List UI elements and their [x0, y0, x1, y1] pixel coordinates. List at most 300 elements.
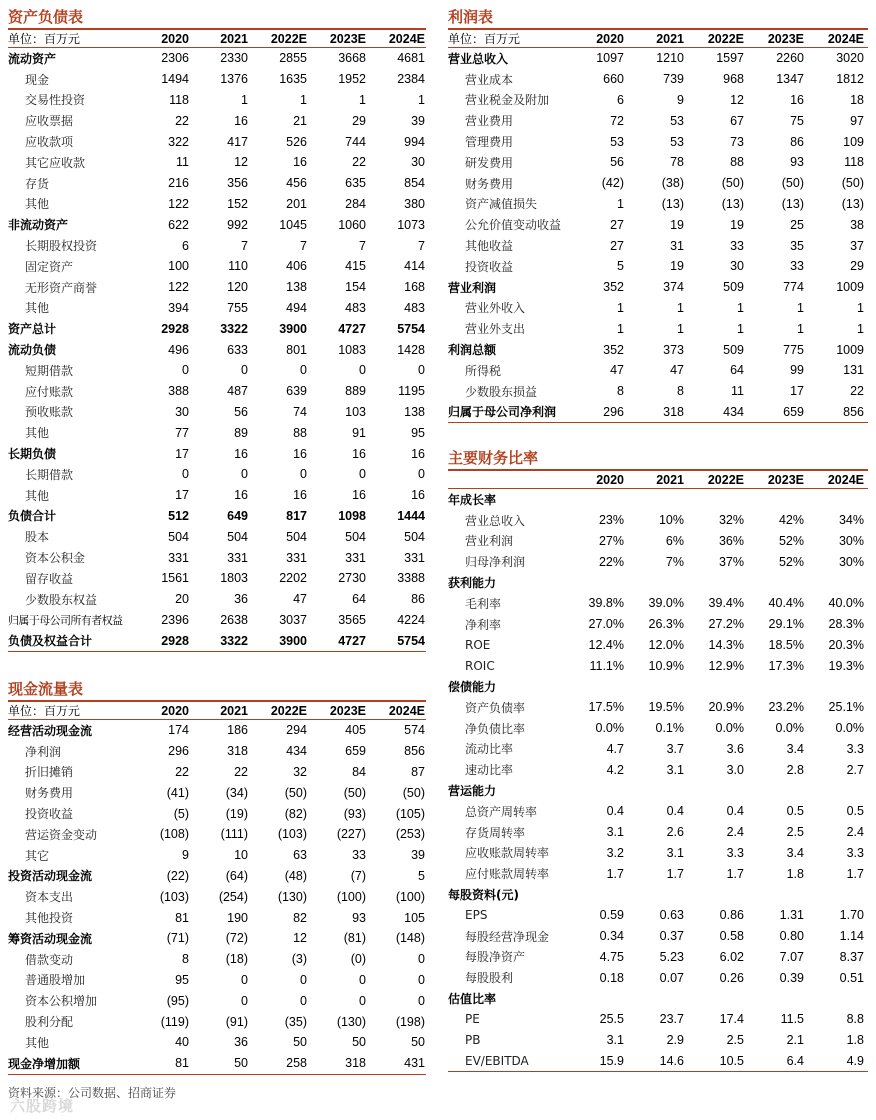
table-row [8, 907, 426, 928]
row-label: 应收票据 [25, 114, 74, 129]
table-row [448, 131, 868, 152]
table-row [448, 110, 868, 131]
row-value: (0) [350, 952, 366, 967]
row-value: (253) [395, 827, 425, 842]
row-label: 营业利润 [448, 280, 497, 295]
row-value: 33 [730, 238, 744, 253]
row-value: 496 [168, 342, 189, 357]
row-label: 其他 [25, 488, 50, 503]
row-value: 39 [411, 848, 425, 863]
row-value: 38 [850, 217, 864, 232]
row-value: 0 [418, 467, 425, 482]
row-value: 456 [286, 176, 307, 191]
row-label: 偿债能力 [448, 680, 497, 695]
row-value: 258 [286, 1056, 307, 1071]
row-label: 营业外支出 [465, 322, 526, 337]
row-label: 长期股权投资 [25, 239, 98, 254]
row-label: PE [465, 1012, 480, 1027]
row-value: 1.70 [839, 908, 864, 923]
row-value: 2928 [161, 633, 189, 648]
row-value: 2855 [279, 51, 307, 66]
row-value: 2928 [161, 321, 189, 336]
row-value: 23% [598, 513, 624, 528]
row-value: 39 [411, 113, 425, 128]
row-value: (93) [343, 806, 366, 821]
row-value: 1097 [596, 51, 624, 66]
row-value: 88 [730, 155, 744, 170]
row-label: 归属于母公司净利润 [448, 405, 557, 420]
row-label: 净利润 [25, 744, 62, 759]
row-value: 56 [234, 404, 248, 419]
row-value: 1 [617, 321, 624, 336]
row-value: 110 [228, 259, 248, 274]
row-label: 存货周转率 [465, 825, 526, 840]
row-value: 32 [293, 764, 307, 779]
row-value: 0.86 [719, 908, 744, 923]
row-value: 35 [790, 238, 804, 253]
row-value: 3900 [279, 321, 307, 336]
row-value: 73 [730, 134, 744, 149]
row-value: 22% [598, 554, 624, 569]
table-row [8, 1032, 426, 1053]
row-value: 0.59 [599, 908, 624, 923]
table-row [448, 360, 868, 381]
row-value: 0.51 [839, 970, 864, 985]
row-value: 1045 [279, 217, 307, 232]
row-value: 415 [345, 259, 366, 274]
row-value: 47 [610, 363, 624, 378]
row-value: 3.4 [786, 845, 804, 860]
row-value: 11.5 [780, 1012, 804, 1027]
year-header: 2023E [767, 472, 804, 487]
row-label: 营业总收入 [448, 51, 509, 66]
cash-flow-panel [8, 678, 426, 1075]
row-value: 0 [182, 363, 189, 378]
row-value: 504 [286, 529, 307, 544]
row-value: 1060 [338, 217, 366, 232]
row-value: 52% [778, 533, 804, 548]
row-value: 11 [731, 384, 744, 399]
row-value: 574 [404, 723, 425, 738]
row-value: 4.9 [846, 1053, 864, 1068]
row-value: 25.1% [828, 700, 864, 715]
row-label: 应付账款 [25, 384, 74, 399]
row-label: 每股净资产 [465, 950, 526, 965]
row-value: 0.5 [846, 804, 864, 819]
table-row [8, 949, 426, 970]
row-value: 2.1 [786, 1033, 804, 1048]
row-value: 1444 [397, 508, 425, 523]
row-value: 356 [227, 176, 248, 191]
row-value: (254) [218, 889, 248, 904]
row-value: 494 [286, 300, 307, 315]
year-header: 2022E [707, 472, 744, 487]
row-label: 股利分配 [25, 1015, 74, 1030]
row-label: 归属于母公司所有者权益 [8, 613, 123, 627]
table-row [8, 110, 426, 131]
row-value: 0.18 [599, 970, 624, 985]
row-value: 0.26 [719, 970, 744, 985]
row-value: 856 [843, 404, 864, 419]
row-value: 25 [790, 217, 804, 232]
row-value: 16 [790, 92, 804, 107]
row-label: 获利能力 [448, 576, 497, 591]
row-label: 其他投资 [25, 911, 74, 926]
row-value: 0.0% [775, 721, 804, 736]
row-value: 17.4 [719, 1012, 744, 1027]
table-row [448, 967, 868, 988]
row-value: (198) [395, 1014, 425, 1029]
row-value: 374 [663, 280, 684, 295]
row-value: 5754 [397, 633, 425, 648]
row-value: 0.34 [599, 929, 624, 944]
row-value: 30 [411, 155, 425, 170]
row-label: 应付账款周转率 [465, 867, 550, 882]
row-value: 16 [293, 446, 307, 461]
row-label: 营业外收入 [465, 301, 526, 316]
row-label: 长期借款 [25, 467, 74, 482]
row-value: (50) [781, 176, 804, 191]
row-value: 20.3% [828, 637, 864, 652]
row-value: 739 [663, 72, 684, 87]
row-value: 16 [234, 113, 248, 128]
row-value: (50) [343, 785, 366, 800]
row-value: 10.5 [719, 1053, 744, 1068]
table-row [8, 360, 426, 381]
row-label: PB [465, 1033, 481, 1048]
table-row [448, 1009, 868, 1030]
row-value: 118 [169, 92, 189, 107]
row-value: 12 [234, 155, 248, 170]
cash-flow-body [8, 720, 426, 1075]
row-value: 131 [843, 363, 864, 378]
row-value: 7% [665, 554, 684, 569]
row-value: 1 [737, 300, 744, 315]
row-value: 1 [617, 300, 624, 315]
row-value: 11 [176, 155, 189, 170]
row-value: 39.8% [588, 596, 624, 611]
row-value: 3322 [220, 633, 248, 648]
balance-sheet-panel [8, 6, 426, 652]
row-value: 17.5% [588, 700, 624, 715]
row-value: 774 [783, 280, 804, 295]
row-value: 331 [345, 550, 366, 565]
row-value: 7 [241, 238, 248, 253]
row-value: 405 [345, 723, 366, 738]
row-label: 筹资活动现金流 [8, 931, 93, 946]
table-row [8, 173, 426, 194]
row-value: 39.4% [708, 596, 744, 611]
income-statement-header [448, 28, 868, 48]
table-row [448, 173, 868, 194]
row-value: 0 [418, 952, 425, 967]
row-value: 3.3 [846, 741, 864, 756]
row-value: 122 [168, 280, 189, 295]
row-label: 归母净利润 [465, 555, 526, 570]
row-value: 63 [293, 848, 307, 863]
row-value: 2.4 [846, 825, 864, 840]
row-value: 635 [345, 176, 366, 191]
row-value: 22 [234, 764, 248, 779]
row-value: 33 [352, 848, 366, 863]
row-value: 53 [610, 134, 624, 149]
row-value: 0.0% [595, 721, 624, 736]
row-value: 1210 [656, 51, 684, 66]
row-value: 0 [418, 972, 425, 987]
row-value: 0 [241, 467, 248, 482]
row-value: 105 [404, 910, 425, 925]
cash-flow-header [8, 700, 426, 720]
row-value: 95 [175, 972, 189, 987]
row-value: 3322 [220, 321, 248, 336]
table-row [448, 863, 868, 884]
row-value: (35) [284, 1014, 307, 1029]
row-value: 373 [663, 342, 684, 357]
table-row [8, 69, 426, 90]
row-label: ROIC [465, 658, 495, 673]
income-statement-panel [448, 6, 868, 423]
row-value: 12.0% [648, 637, 684, 652]
row-value: 88 [293, 425, 307, 440]
row-value: 27 [610, 217, 624, 232]
row-value: 23.7 [659, 1012, 684, 1027]
row-value: 889 [345, 384, 366, 399]
table-row [8, 318, 426, 339]
row-value: 331 [404, 550, 425, 565]
row-value: 1073 [397, 217, 425, 232]
row-value: 64 [730, 363, 744, 378]
row-value: 14.3% [708, 637, 744, 652]
table-row [8, 506, 426, 527]
row-value: 37 [850, 238, 864, 253]
row-label: 所得税 [465, 363, 502, 378]
row-value: (95) [166, 993, 189, 1008]
row-value: (5) [173, 806, 189, 821]
row-value: 3.1 [666, 845, 684, 860]
row-value: 0 [300, 993, 307, 1008]
row-value: 1635 [279, 72, 307, 87]
row-value: 87 [411, 764, 425, 779]
row-label: 投资活动现金流 [8, 869, 93, 884]
row-value: (13) [841, 196, 864, 211]
row-value: 7 [300, 238, 307, 253]
row-value: 968 [723, 72, 744, 87]
row-value: 19.3% [828, 658, 864, 673]
row-value: 2384 [397, 72, 425, 87]
row-value: 19.5% [648, 700, 684, 715]
row-value: 201 [286, 196, 307, 211]
row-value: 318 [345, 1056, 366, 1071]
table-row [448, 381, 868, 402]
row-value: 4681 [397, 51, 425, 66]
row-value: (130) [277, 889, 307, 904]
table-row [448, 655, 868, 676]
row-value: 8 [677, 384, 684, 399]
row-value: 504 [345, 529, 366, 544]
row-value: 29 [352, 113, 366, 128]
row-value: (103) [277, 827, 307, 842]
row-label: 固定资产 [25, 259, 74, 274]
row-value: 1 [797, 300, 804, 315]
row-value: (111) [220, 827, 248, 842]
table-row [448, 905, 868, 926]
row-label: 资本公积增加 [25, 994, 98, 1009]
row-value: 18 [850, 92, 864, 107]
table-row [8, 298, 426, 319]
row-value: 414 [404, 259, 425, 274]
row-value: 0.07 [659, 970, 684, 985]
row-value: 487 [227, 384, 248, 399]
row-value: 8.8 [846, 1012, 864, 1027]
row-label: 每股经营净现金 [465, 929, 550, 944]
row-value: 431 [404, 1056, 425, 1071]
row-label: EPS [465, 908, 488, 923]
row-value: 64 [352, 592, 366, 607]
row-label: 短期借款 [25, 363, 74, 378]
table-row [448, 277, 868, 298]
row-value: 0 [359, 972, 366, 987]
table-row [8, 443, 426, 464]
row-value: 2.7 [846, 762, 864, 777]
table-row [8, 402, 426, 423]
row-value: 50 [234, 1056, 248, 1071]
row-value: 322 [168, 134, 189, 149]
balance-sheet-header [8, 28, 426, 48]
row-label: 财务费用 [465, 176, 514, 191]
table-row [8, 990, 426, 1011]
row-value: 16 [411, 446, 425, 461]
row-value: 4.2 [606, 762, 624, 777]
row-value: (34) [225, 785, 248, 800]
row-value: 2.8 [786, 762, 804, 777]
year-header: 2024E [388, 703, 425, 718]
row-value: 1.8 [846, 1033, 864, 1048]
row-label: 营业税金及附加 [465, 93, 550, 108]
row-value: 1 [359, 92, 366, 107]
row-value: 2.5 [726, 1033, 744, 1048]
row-value: (50) [284, 785, 307, 800]
row-value: 3.3 [846, 845, 864, 860]
row-value: 81 [175, 1056, 189, 1071]
row-value: 1 [857, 300, 864, 315]
row-value: 12.4% [588, 637, 624, 652]
row-value: 0 [418, 993, 425, 1008]
row-value: 22 [175, 113, 189, 128]
row-value: 7 [418, 238, 425, 253]
row-value: 2260 [776, 51, 804, 66]
row-label: 存货 [25, 176, 50, 191]
table-row [8, 928, 426, 949]
table-row [448, 531, 868, 552]
row-value: 992 [227, 217, 248, 232]
row-value: 284 [345, 196, 366, 211]
row-value: 78 [670, 155, 684, 170]
row-value: 8 [617, 384, 624, 399]
row-value: 509 [723, 342, 744, 357]
year-header: 2021 [656, 31, 684, 46]
row-value: (108) [159, 827, 189, 842]
table-row [448, 947, 868, 968]
row-value: 12.9% [708, 658, 744, 673]
row-label: 借款变动 [25, 952, 74, 967]
table-row [448, 298, 868, 319]
row-value: 30 [175, 404, 189, 419]
table-row [8, 152, 426, 173]
row-label: 流动资产 [8, 51, 57, 66]
row-label: 经营活动现金流 [8, 723, 93, 738]
row-value: 318 [663, 404, 684, 419]
row-value: 3037 [279, 612, 307, 627]
row-value: 174 [168, 723, 189, 738]
row-value: 36 [234, 592, 248, 607]
row-value: 42% [778, 513, 804, 528]
row-value: 0 [359, 363, 366, 378]
year-header: 2022E [707, 31, 744, 46]
row-value: 93 [790, 155, 804, 170]
row-value: (13) [721, 196, 744, 211]
row-value: (3) [291, 952, 307, 967]
row-value: (18) [225, 952, 248, 967]
row-value: 7.07 [779, 949, 804, 964]
table-row [448, 214, 868, 235]
row-label: 留存收益 [25, 571, 74, 586]
row-label: 资产总计 [8, 322, 57, 337]
row-value: 22 [850, 384, 864, 399]
row-value: 3388 [397, 571, 425, 586]
row-value: 2330 [220, 51, 248, 66]
row-value: 27.2% [708, 617, 744, 632]
row-value: 168 [404, 280, 425, 295]
row-value: 0.4 [666, 804, 684, 819]
row-label: 流动比率 [465, 742, 514, 757]
row-value: 1812 [836, 72, 864, 87]
row-value: 0 [359, 993, 366, 1008]
row-label: 投资收益 [465, 259, 514, 274]
table-row [448, 256, 868, 277]
row-value: 36% [718, 533, 744, 548]
row-value: 16 [234, 446, 248, 461]
row-label: 应收账款周转率 [465, 846, 550, 861]
row-label: 交易性投资 [25, 93, 86, 108]
row-label: 利润总额 [448, 343, 497, 358]
table-row [8, 824, 426, 845]
year-header: 2020 [161, 31, 189, 46]
table-row [448, 235, 868, 256]
row-value: 152 [227, 196, 248, 211]
row-value: 0.0% [835, 721, 864, 736]
year-header: 2021 [656, 472, 684, 487]
row-value: 1.7 [846, 866, 864, 881]
row-value: 1 [797, 321, 804, 336]
row-value: (48) [284, 868, 307, 883]
row-value: 352 [603, 280, 624, 295]
row-value: (81) [343, 931, 366, 946]
row-value: 659 [345, 744, 366, 759]
row-value: 0 [300, 363, 307, 378]
row-value: 7 [359, 238, 366, 253]
table-row [8, 782, 426, 803]
table-row [8, 256, 426, 277]
row-value: 16 [234, 488, 248, 503]
row-value: 331 [168, 550, 189, 565]
row-value: (100) [336, 889, 366, 904]
row-value: 84 [352, 764, 366, 779]
row-label: 股本 [25, 530, 50, 545]
row-value: 0.1% [655, 721, 684, 736]
row-value: (13) [661, 196, 684, 211]
row-value: 0 [241, 993, 248, 1008]
unit-label: 单位：百万元 [8, 32, 81, 46]
